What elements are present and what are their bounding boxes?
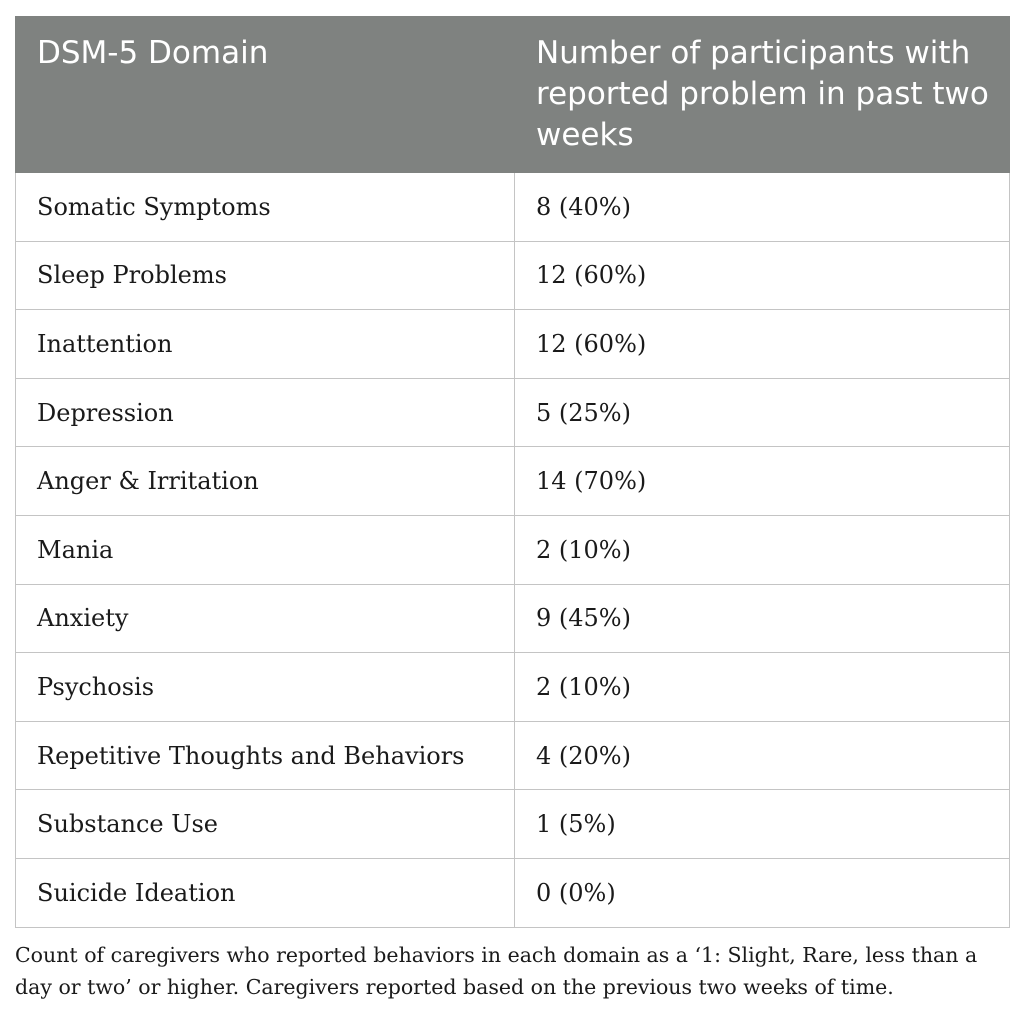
domain-cell: Anger & Irritation (16, 447, 515, 516)
count-cell: 12 (60%) (515, 241, 1010, 310)
table-caption: Count of caregivers who reported behaviors in each domain as a ‘1: Slight, Rare, less than a day or two’ or higher. Caregivers reported based on the previous two weeks of time. (15, 943, 978, 999)
domain-cell: Mania (16, 515, 515, 584)
table-row (16, 173, 1010, 242)
table-row (16, 515, 1010, 584)
domain-cell: Inattention (16, 310, 515, 379)
domain-cell: Suicide Ideation (16, 858, 515, 927)
count-cell: 5 (25%) (515, 378, 1010, 447)
column-header-participants: Number of participants with reported problem in past two weeks (515, 17, 1010, 173)
count-cell: 4 (20%) (515, 721, 1010, 790)
table-row (16, 721, 1010, 790)
table-header (16, 17, 1010, 173)
table-row (16, 310, 1010, 379)
table-row (16, 378, 1010, 447)
domain-cell: Substance Use (16, 790, 515, 859)
domain-cell: Somatic Symptoms (16, 173, 515, 242)
domain-cell: Depression (16, 378, 515, 447)
dsm5-domain-table (15, 16, 1010, 928)
data-table-container (15, 16, 1009, 928)
table-row (16, 447, 1010, 516)
domain-cell: Anxiety (16, 584, 515, 653)
header-row (16, 17, 1010, 173)
domain-cell: Sleep Problems (16, 241, 515, 310)
table-row (16, 858, 1010, 927)
count-cell: 12 (60%) (515, 310, 1010, 379)
table-row (16, 653, 1010, 722)
table-body (16, 173, 1010, 928)
count-cell: 8 (40%) (515, 173, 1010, 242)
count-cell: 2 (10%) (515, 515, 1010, 584)
domain-cell: Psychosis (16, 653, 515, 722)
count-cell: 2 (10%) (515, 653, 1010, 722)
count-cell: 1 (5%) (515, 790, 1010, 859)
count-cell: 0 (0%) (515, 858, 1010, 927)
domain-cell: Repetitive Thoughts and Behaviors (16, 721, 515, 790)
count-cell: 14 (70%) (515, 447, 1010, 516)
table-row (16, 241, 1010, 310)
count-cell: 9 (45%) (515, 584, 1010, 653)
column-header-domain: DSM-5 Domain (16, 17, 515, 173)
table-row (16, 584, 1010, 653)
table-row (16, 790, 1010, 859)
